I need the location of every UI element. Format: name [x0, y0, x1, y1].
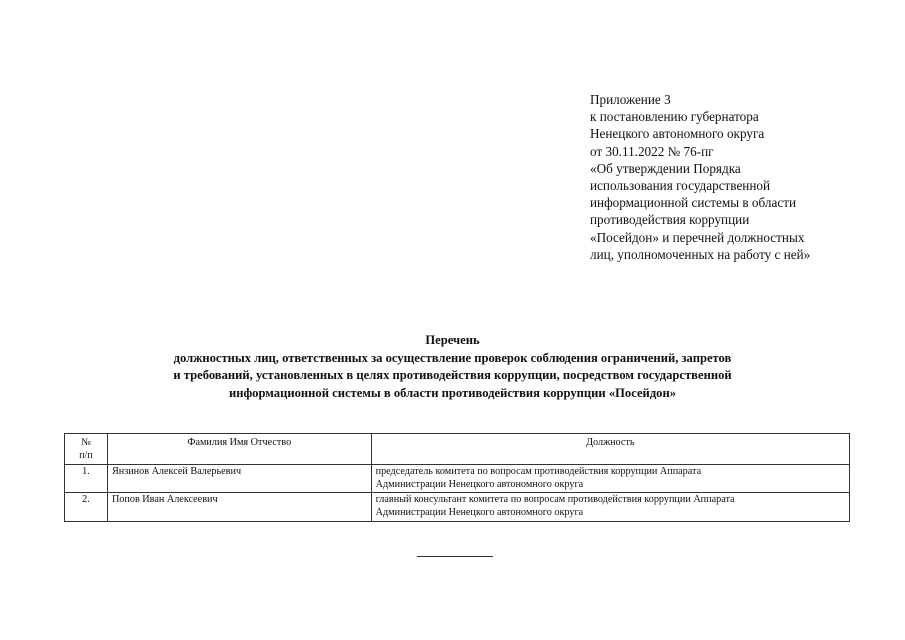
- appendix-line: к постановлению губернатора: [590, 109, 759, 125]
- row-position-line1: председатель комитета по вопросам противодействия коррупции Аппарата: [375, 466, 702, 478]
- appendix-line: лиц, уполномоченных на работу с ней»: [590, 246, 811, 262]
- row-number: 1.: [65, 465, 108, 493]
- header-number-line1: №: [81, 437, 91, 448]
- appendix-line: противодействия коррупции: [590, 212, 750, 228]
- appendix-line: Ненецкого автономного округа: [590, 126, 765, 142]
- end-divider: [417, 556, 493, 557]
- title-subtitle-line: и требований, установленных в целях противодействия коррупции, посредством государственной: [173, 368, 732, 383]
- header-name: Фамилия Имя Отчество: [107, 434, 371, 465]
- appendix-line: «Посейдон» и перечней должностных: [590, 229, 805, 245]
- appendix-line: информационной системы в области: [590, 195, 797, 211]
- title-heading: Перечень: [425, 333, 480, 347]
- title-subtitle-line: информационной системы в области противодействия коррупции «Посейдон»: [228, 385, 677, 400]
- row-full-name: Попов Иван Алексеевич: [107, 493, 371, 521]
- table-row: [65, 465, 850, 493]
- officials-table: [64, 433, 850, 522]
- table-header-row: [65, 434, 850, 465]
- appendix-block: [590, 91, 890, 263]
- row-full-name: Янзинов Алексей Валерьевич: [107, 465, 371, 493]
- row-position-line2: Администрации Ненецкого автономного округа: [375, 478, 584, 490]
- document-title: [40, 332, 865, 402]
- header-number: [65, 434, 108, 465]
- row-position-line2: Администрации Ненецкого автономного округа: [375, 506, 584, 518]
- header-number-line2: п/п: [79, 449, 93, 461]
- appendix-line: «Об утверждении Порядка: [590, 160, 741, 176]
- table-row: [65, 493, 850, 521]
- appendix-line: Приложение 3: [590, 92, 671, 107]
- appendix-line: использования государственной: [590, 178, 771, 194]
- row-number: 2.: [65, 493, 108, 521]
- title-subtitle-line: должностных лиц, ответственных за осуществление проверок соблюдения ограничений, запретов: [173, 350, 732, 365]
- row-position: [371, 465, 849, 493]
- header-position: Должность: [371, 434, 849, 465]
- row-position-line1: главный консультант комитета по вопросам противодействия коррупции Аппарата: [375, 494, 735, 506]
- appendix-line: от 30.11.2022 № 76-пг: [590, 143, 714, 159]
- row-position: [371, 493, 849, 521]
